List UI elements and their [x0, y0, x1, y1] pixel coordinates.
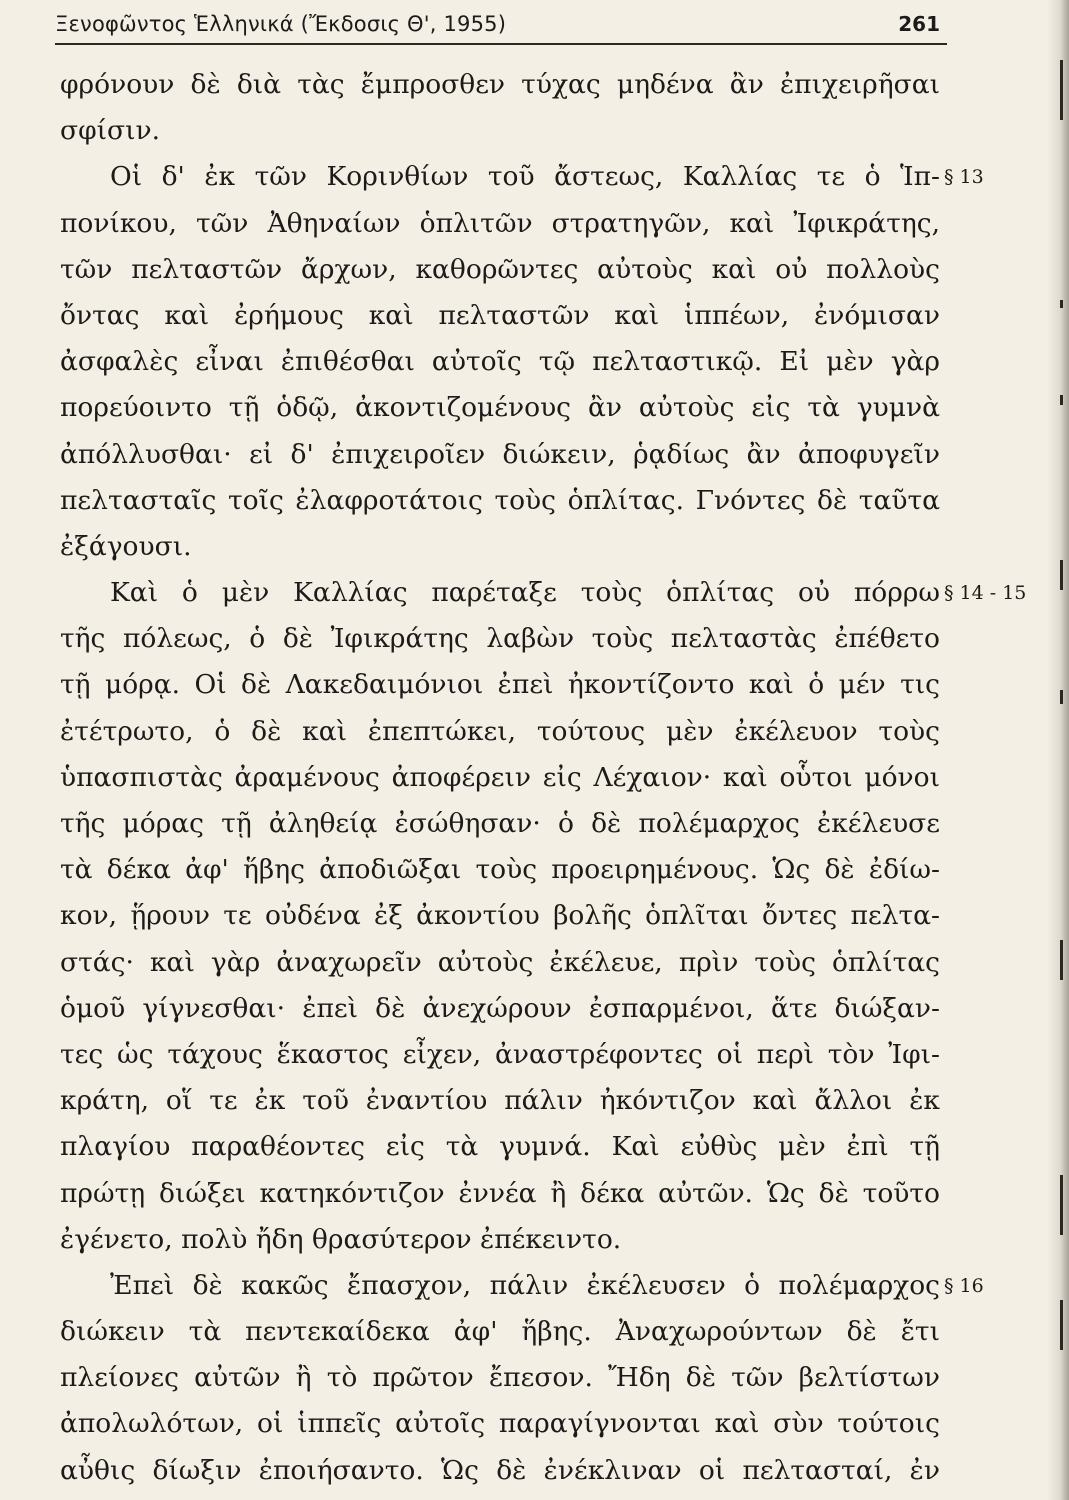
text-line: πονίκου, τῶν Ἀθηναίων ὁπλιτῶν στρατηγῶν, καὶ Ἰφικράτης,: [60, 207, 940, 239]
text-line: τῆς πόλεως, ὁ δὲ Ἰφικράτης λαβὼν τοὺς πελταστὰς ἐπέθετο: [60, 623, 940, 655]
text-line: ἐγένετο, πολὺ ἤδη θρασύτερον ἐπέκειντο.: [60, 1223, 622, 1255]
page-edge-marks: [1060, 0, 1063, 1500]
text-line: τῆς μόρας τῇ ἀληθείᾳ ἐσώθησαν· ὁ δὲ πολέμαρχος ἐκέλευσε: [60, 808, 940, 839]
text-line: ἀσφαλὲς εἶναι ἐπιθέσθαι αὐτοῖς τῷ πελταστικῷ. Εἰ μὲν γὰρ: [60, 346, 940, 378]
page-edge-shadow: [1047, 0, 1069, 1500]
text-line: τῶν πελταστῶν ἄρχων, καθορῶντες αὐτοὺς καὶ οὐ πολλοὺς: [60, 253, 940, 285]
text-line: Καὶ ὁ μὲν Καλλίας παρέταξε τοὺς ὁπλίτας οὐ πόρρω: [110, 577, 940, 609]
text-line: ὄντας καὶ ἐρήμους καὶ πελταστῶν καὶ ἱππέων, ἐνόμισαν: [60, 299, 940, 331]
text-line: ὁμοῦ γίγνεσθαι· ἐπεὶ δὲ ἀνεχώρουν ἐσπαρμένοι, ἅτε διώξαν-: [60, 992, 940, 1024]
text-line: ἀπόλλυσθαι· εἰ δ' ἐπιχειροῖεν διώκειν, ῥᾳδίως ἂν ἀποφυγεῖν: [60, 438, 940, 470]
section-marker-14-15: § 14 - 15: [944, 582, 1027, 604]
text-line: τὰ δέκα ἀφ' ἥβης ἀποδιῶξαι τοὺς προειρημένους. Ὡς δὲ ἐδίω-: [60, 854, 940, 886]
text-line: ἐτέτρωτο, ὁ δὲ καὶ ἐπεπτώκει, τούτους μὲν ἐκέλευον τοὺς: [60, 715, 940, 747]
text-line: τες ὡς τάχους ἕκαστος εἶχεν, ἀναστρέφοντες οἱ περὶ τὸν Ἰφι-: [60, 1038, 940, 1070]
text-line: σφίσιν.: [60, 115, 161, 147]
text-line: πρώτῃ διώξει κατηκόντιζον ἐννέα ἢ δέκα αὐτῶν. Ὡς δὲ τοῦτο: [60, 1177, 940, 1209]
page-number: 261: [898, 12, 940, 36]
section-marker-16: § 16: [944, 1275, 984, 1297]
text-line: Οἱ δ' ἐκ τῶν Κορινθίων τοῦ ἄστεως, Καλλίας τε ὁ Ἱπ-: [110, 161, 940, 193]
text-line: διώκειν τὰ πεντεκαίδεκα ἀφ' ἥβης. Ἀναχωρούντων δὲ ἔτι: [60, 1316, 940, 1348]
text-line: κον, ᾕρουν τε οὐδένα ἐξ ἀκοντίου βολῆς ὁπλῖται ὄντες πελτα-: [60, 900, 940, 932]
body-text: [60, 62, 940, 1494]
text-line: ἐξάγουσι.: [60, 530, 192, 562]
text-line: πλείονες αὐτῶν ἢ τὸ πρῶτον ἔπεσον. Ἤδη δὲ τῶν βελτίστων: [60, 1362, 940, 1394]
text-line: Ἐπεὶ δὲ κακῶς ἔπασχον, πάλιν ἐκέλευσεν ὁ πολέμαρχος: [110, 1269, 940, 1301]
text-line: τῇ μόρᾳ. Οἱ δὲ Λακεδαιμόνιοι ἐπεὶ ἠκοντίζοντο καὶ ὁ μέν τις: [60, 669, 940, 701]
text-line: φρόνουν δὲ διὰ τὰς ἔμπροσθεν τύχας μηδένα ἂν ἐπιχειρῆσαι: [60, 69, 940, 100]
section-marker-13: § 13: [944, 166, 984, 188]
text-line: πλαγίου παραθέοντες εἰς τὰ γυμνά. Καὶ εὐθὺς μὲν ἐπὶ τῇ: [60, 1131, 940, 1163]
text-line: ὑπασπιστὰς ἀραμένους ἀποφέρειν εἰς Λέχαιον· καὶ οὗτοι μόνοι: [60, 761, 940, 793]
text-line: κράτη, οἵ τε ἐκ τοῦ ἐναντίου πάλιν ἠκόντιζον καὶ ἄλλοι ἐκ: [60, 1085, 940, 1117]
text-line: αὖθις δίωξιν ἐποιήσαντο. Ὡς δὲ ἐνέκλιναν οἱ πελτασταί, ἐν: [60, 1454, 940, 1486]
text-line: ἀπολωλότων, οἱ ἱππεῖς αὐτοῖς παραγίγνονται καὶ σὺν τούτοις: [60, 1408, 940, 1440]
text-line: στάς· καὶ γὰρ ἀναχωρεῖν αὐτοὺς ἐκέλευε, πρὶν τοὺς ὁπλίτας: [60, 946, 940, 978]
text-line: πελτασταῖς τοῖς ἐλαφροτάτοις τοὺς ὁπλίτας. Γνόντες δὲ ταῦτα: [60, 484, 940, 516]
header-title: Ξενοφῶντος Ἑλληνικά (Ἔκδοσις Θ', 1955): [55, 12, 507, 36]
header-rule: [55, 43, 947, 45]
text-line: πορεύοιντο τῇ ὁδῷ, ἀκοντιζομένους ἂν αὐτοὺς εἰς τὰ γυμνὰ: [60, 392, 940, 424]
